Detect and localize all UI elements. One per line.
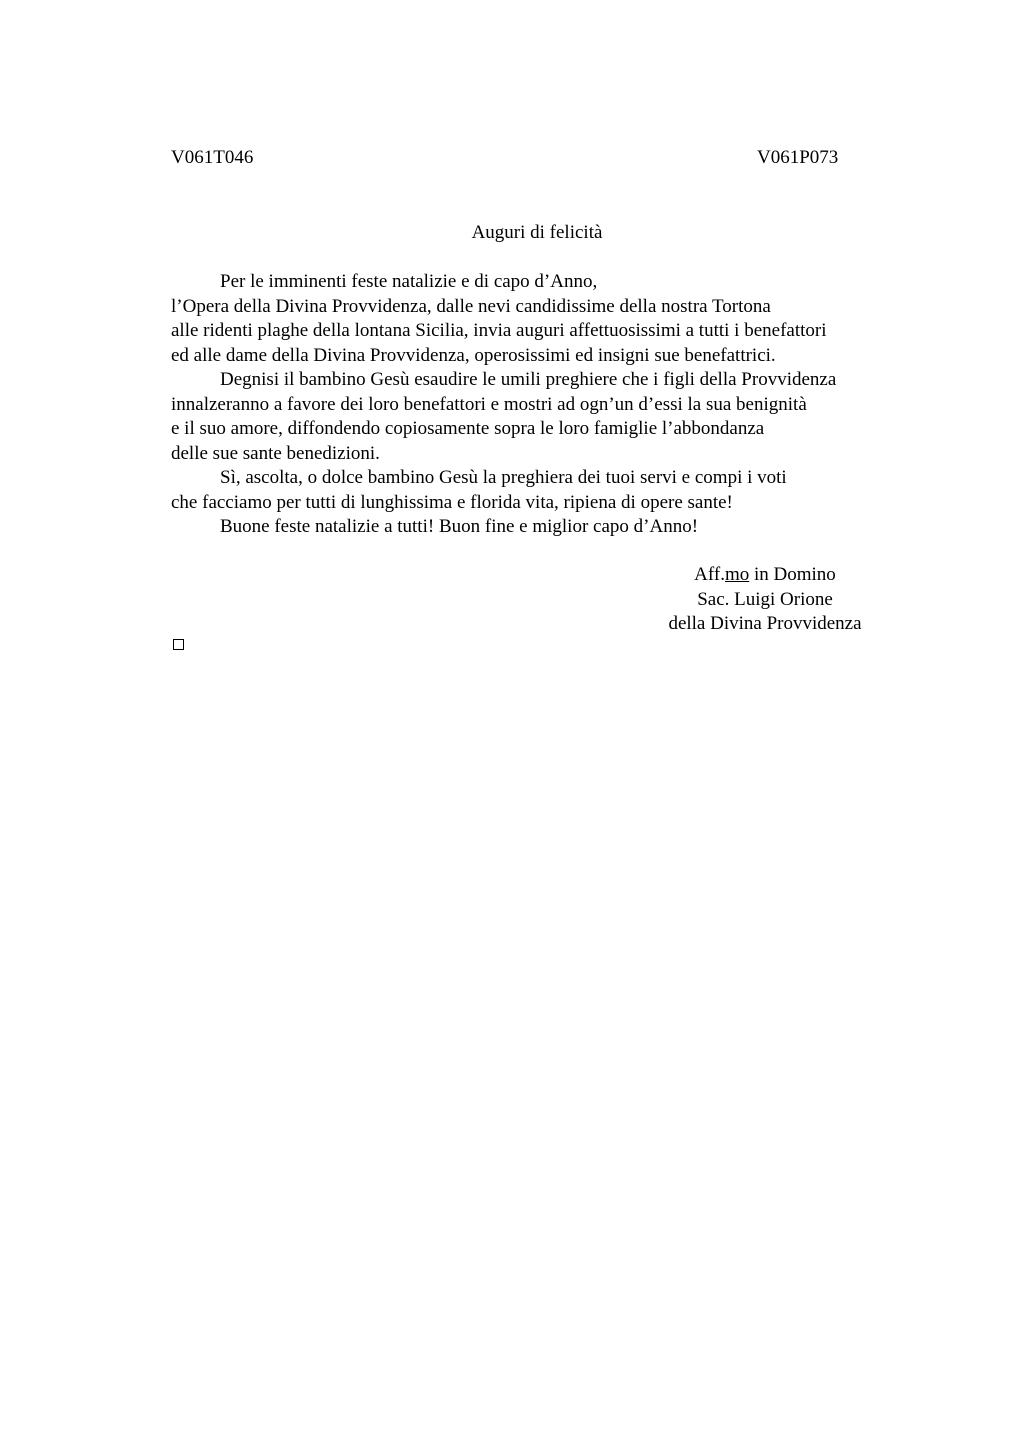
closing-prefix: Aff. (694, 564, 725, 585)
paragraph-line: l’Opera della Divina Provvidenza, dalle nevi candidissime della nostra Tortona (171, 295, 771, 317)
signature-affiliation: della Divina Provvidenza (668, 613, 862, 634)
paragraph-line: Buone feste natalizie a tutti! Buon fine e miglior capo d’Anno! (220, 516, 699, 537)
signature-block (620, 563, 910, 637)
paragraph-line: delle sue sante benedizioni. (171, 442, 380, 464)
paragraph-line: Per le imminenti feste natalizie e di capo d’Anno, (220, 271, 598, 292)
paragraph-line: Degnisi il bambino Gesù esaudire le umili preghiere che i figli della Provvidenza (220, 369, 837, 390)
empty-box-icon (173, 639, 184, 650)
letter-body (171, 270, 951, 540)
paragraph-line: ed alle dame della Divina Provvidenza, operosissimi ed insigni sue benefattrici. (171, 344, 776, 366)
document-code-left: V061T046 (171, 147, 254, 168)
signature-name: Sac. Luigi Orione (697, 588, 833, 610)
paragraph-line: e il suo amore, diffondendo copiosamente sopra le loro famiglie l’abbondanza (171, 418, 765, 439)
paragraph-line: Sì, ascolta, o dolce bambino Gesù la preghiera dei tuoi servi e compi i voti (220, 467, 787, 488)
letter-title: Auguri di felicità (471, 222, 603, 243)
signature-closing (620, 563, 910, 588)
paragraph-line: innalzeranno a favore dei loro benefattori e mostri ad ogn’un d’essi la sua benignità (171, 393, 807, 415)
closing-superscript: mo (724, 564, 750, 585)
document-code-right: V061P073 (757, 147, 839, 168)
closing-suffix: in Domino (749, 564, 836, 585)
paragraph-line: che facciamo per tutti di lunghissima e florida vita, ripiena di opere sante! (171, 491, 733, 513)
paragraph-line: alle ridenti plaghe della lontana Sicilia, invia auguri affettuosissimi a tutti i benefattori (171, 320, 827, 341)
